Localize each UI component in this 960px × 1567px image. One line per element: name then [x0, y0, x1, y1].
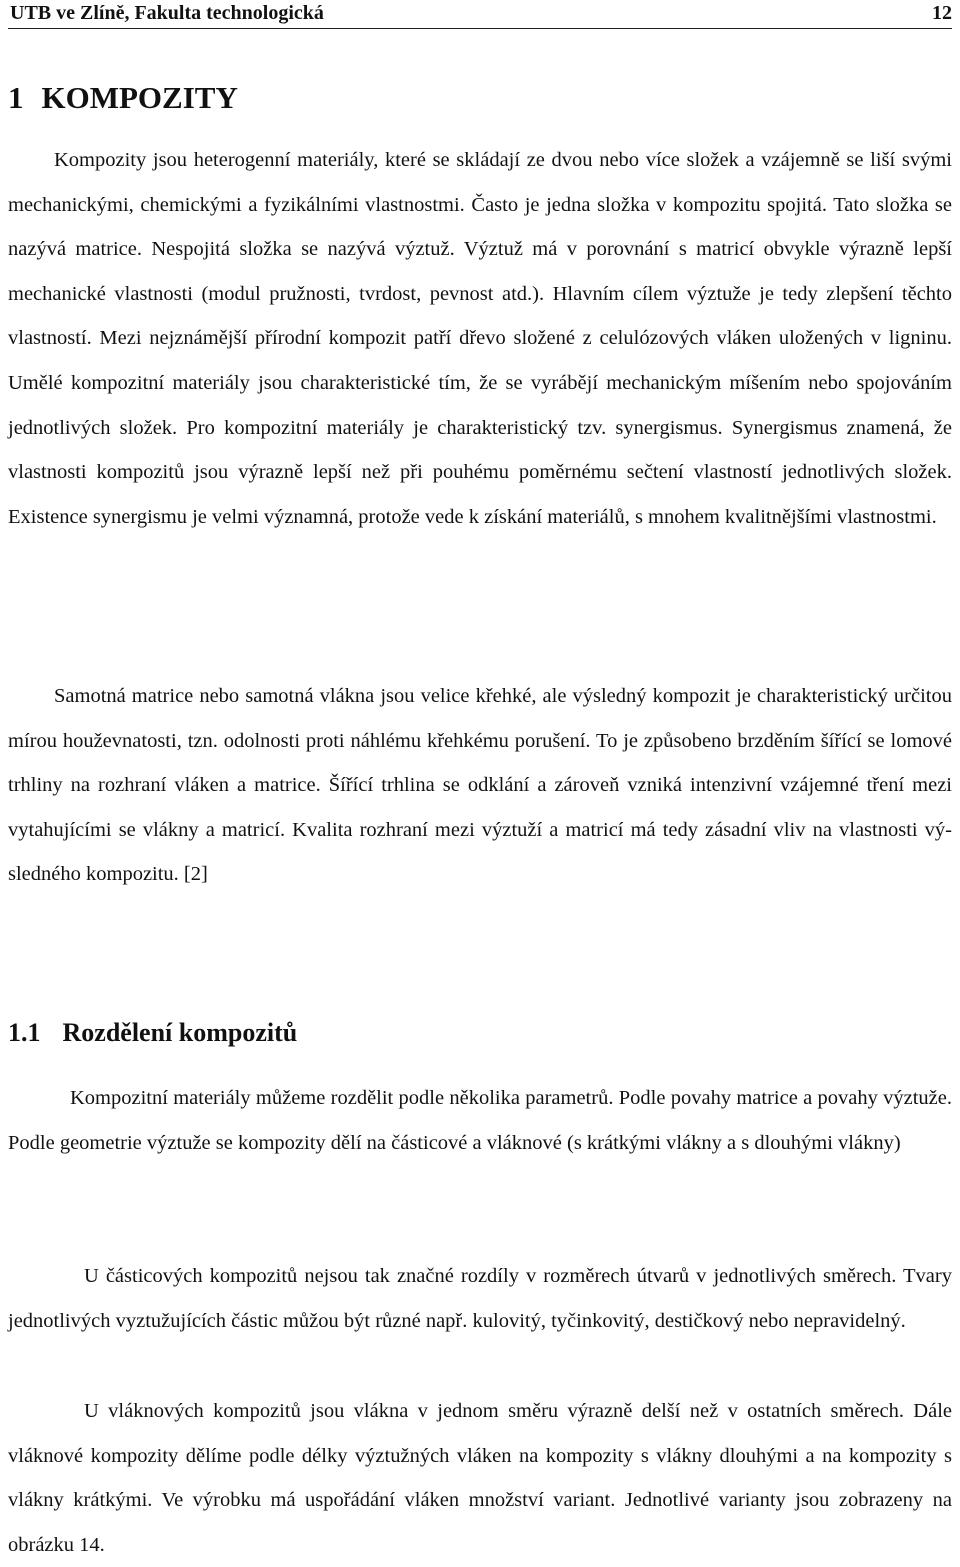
paragraph-fiber-composites: U vláknových kompozitů jsou vlákna v jednom směru výrazně delší než v ostatních směrech. Dále vláknové kompozity dělíme podle délky výztužných vláken na kompozity s vlákny dlouhými a na kompozity s vlákny krátkými. Ve výrobku má uspořádání vláken množství variant. Jednotlivé varianty jsou zobrazeny na obrázku 14. — [8, 1400, 952, 1556]
header-school-name: UTB ve Zlíně, Fakulta technologická — [10, 2, 324, 24]
section-number: 1.1 — [8, 1018, 41, 1047]
paragraph-composites-intro: Kompozity jsou heterogenní materiály, které se skládají ze dvou nebo více složek a vzájemně se liší svými mechanickými, chemickými a fyzikálními vlastnostmi. Často je jedna složka v kompozitu spojitá. Tato složka se nazývá matrice. Nespojitá složka se nazývá výztuž. Výztuž má v porovnání s matricí obvykle výrazně lepší mechanické vlastnosti (modul pružnosti, tvrdost, pevnost atd.). Hlavním cílem výztuže je tedy zlepšení těchto vlastností. Mezi nejznámější přírodní kompozit patří dřevo složené z celulózových vláken uložených v ligninu. Umělé kompozitní materiály jsou charakteristické tím, že se vyrábějí mechanickým míšením nebo spojováním jednotlivých složek. Pro kompozitní materiály je charakteristický tzv. synergismus. Synergismus znamená, že vlastnosti kompozitů jsou výrazně lepší než při pouhému poměrnému sečtení vlastností jednotlivých složek. Existence synergismu je velmi významná, protože vede k získání materiálů, s mnohem kvalitnějšími vlastnostmi. — [8, 149, 952, 528]
chapter-number: 1 — [8, 80, 24, 115]
section-title: Rozdělení kompozitů — [62, 1018, 298, 1047]
chapter-title: KOMPOZITY — [41, 80, 238, 115]
chapter-heading — [8, 80, 238, 116]
running-header — [8, 0, 952, 29]
paragraph-particle-composites: U částicových kompozitů nejsou tak značné rozdíly v rozměrech útvarů v jednotlivých směrech. Tvary jednotlivých vyztužujících částic můžou být různé např. kulovitý, tyčinkovitý, destičkový nebo nepravidelný. — [8, 1265, 952, 1332]
paragraph-composite-toughness: Samotná matrice nebo samotná vlákna jsou velice křehké, ale výsledný kompozit je charakteristický určitou mírou houževnatosti, tzn. odolnosti proti náhlému křehkému porušení. To je způsobeno brzděním šířící se lomové trhliny na rozhraní vláken a matrice. Šířící trhlina se odklání a zároveň vzniká intenzivní vzájemné tření mezi vytahujícími se vlákny a matricí. Kvalita rozhraní mezi výztuží a matricí má tedy zásadní vliv na vlastnosti výsledného kompozitu. [2] — [8, 685, 952, 886]
page-number: 12 — [932, 2, 952, 24]
paragraph-classification: Kompozitní materiály můžeme rozdělit podle několika parametrů. Podle povahy matrice a povahy výztuže. Podle geometrie výztuže se kompozity dělí na částicové a vláknové (s krátkými vlákny a s dlouhými vlákny) — [8, 1087, 952, 1154]
section-heading — [8, 1018, 297, 1048]
